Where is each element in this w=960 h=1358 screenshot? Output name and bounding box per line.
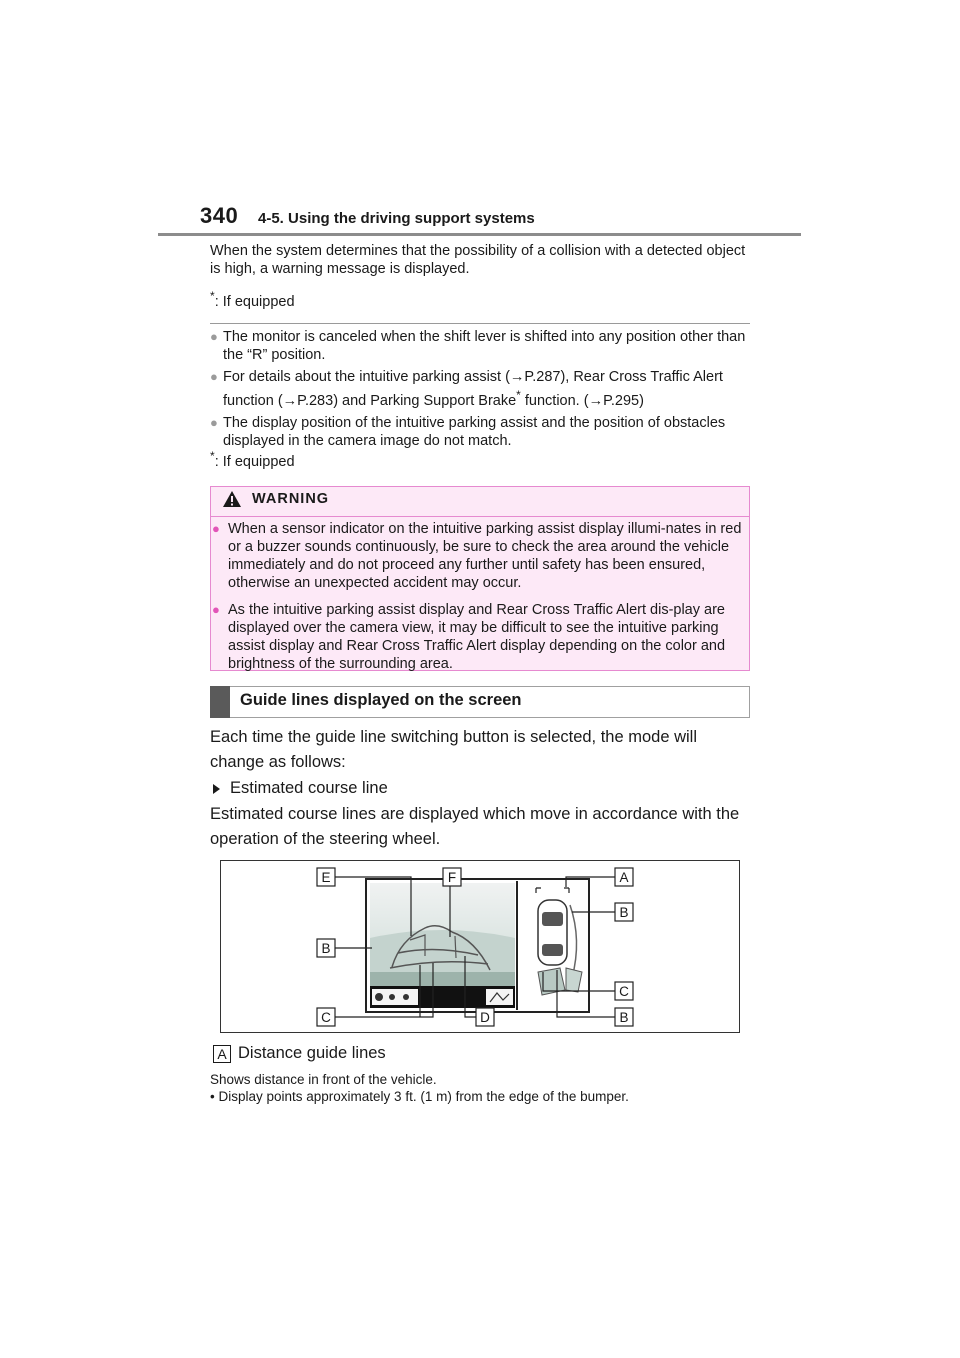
section-heading: Guide lines displayed on the screen [240, 691, 522, 709]
label-D: D [480, 1010, 490, 1025]
bullet-icon: ● [212, 521, 220, 536]
label-F: F [447, 870, 457, 885]
description-bullet: • Display points approximately 3 ft. (1 m) from the edge of the bumper. [210, 1089, 629, 1104]
triangle-bullet-icon [213, 784, 220, 794]
footnote-mark: * [210, 449, 215, 463]
footnote [210, 447, 295, 471]
warning-list [212, 520, 742, 682]
sensor-icon [375, 993, 383, 1001]
body-paragraph: Each time the guide line switching button is selected, the mode will change as follows: [210, 728, 698, 771]
section-heading-marker [210, 686, 230, 718]
item-a-heading [213, 1044, 386, 1063]
page-ref-link[interactable]: P.283 [297, 392, 334, 409]
sensor-icon [403, 994, 409, 1000]
item-tag: A [213, 1045, 231, 1063]
page-number: 340 [200, 203, 239, 228]
intro-text: When the system determines that the possibility of a collision with a detected object is high, a warning message is displayed. [210, 243, 746, 277]
bumper-area [370, 972, 515, 986]
warning-text: As the intuitive parking assist display and Rear Cross Traffic Alert dis-play are displayed over the camera view, it may be difficult to see the intuitive parking assist display and Rear Cross Traffic Alert display depending on the color and brightness of the surrounding area. [228, 602, 726, 672]
note-text: For details about the intuitive parking assist (→P.287), Rear Cross Traffic Alert function (→P.283) and Parking Support Brake* function. (→P.295) [223, 369, 723, 409]
footnote-mark: * [516, 388, 521, 402]
camera-display-figure [220, 860, 740, 1033]
label-B: B [619, 905, 629, 920]
arrow-icon: → [588, 392, 604, 409]
sensor-icon [389, 994, 395, 1000]
header-divider [158, 233, 801, 236]
label-E: E [321, 870, 331, 885]
bullet-icon: ● [210, 329, 218, 344]
label-B: B [321, 941, 331, 956]
page-ref-link[interactable]: P.287 [524, 369, 561, 385]
bullet-icon: ● [212, 602, 220, 617]
warning-divider [211, 516, 749, 517]
note-item [210, 368, 755, 410]
note-item [210, 328, 755, 364]
bullet-icon: ● [210, 414, 218, 430]
arrow-icon: → [509, 369, 525, 385]
footnote-text: : If equipped [214, 453, 295, 470]
note-text: The monitor is canceled when the shift lever is shifted into any position other than the “R” position. [223, 329, 746, 363]
view-toggle-button [486, 989, 513, 1005]
subheading [213, 776, 388, 801]
item-label: Distance guide lines [238, 1044, 386, 1062]
note-text: The display position of the intuitive parking assist and the position of obstacles displayed in the camera image do not match. [223, 414, 726, 449]
warning-header [222, 490, 329, 508]
subheading-text: Estimated course line [230, 779, 388, 797]
bullet-icon: ● [210, 369, 218, 384]
arrow-icon: → [282, 392, 298, 409]
footnote [210, 287, 295, 311]
warning-title: WARNING [252, 491, 330, 507]
figure-canvas [220, 860, 740, 1033]
notes-divider [210, 323, 750, 324]
section-header: 4-5. Using the driving support systems [258, 210, 535, 227]
warning-item [212, 520, 742, 592]
label-C: C [619, 984, 629, 999]
item-a-description [210, 1071, 755, 1105]
warning-text: When a sensor indicator on the intuitive parking assist display illumi-nates in red or a buzzer sounds continuously, be sure to check the area around the vehicle immediately and do not proceed any further until safety has been ensured, otherwise an unexpected accident may occur. [228, 521, 742, 591]
label-B: B [619, 1010, 629, 1025]
description-text: Shows distance in front of the vehicle. [210, 1072, 437, 1087]
page-ref-link[interactable]: P.295 [603, 392, 640, 409]
note-item [210, 414, 755, 450]
warning-item [212, 601, 742, 673]
label-A: A [619, 870, 629, 885]
notes-list [210, 328, 755, 454]
footnote-mark: * [210, 289, 215, 303]
body-paragraph: Estimated course lines are displayed which move in accordance with the operation of the steering wheel. [210, 805, 740, 848]
label-C: C [321, 1010, 331, 1025]
warning-triangle-icon [222, 490, 242, 508]
footnote-text: : If equipped [214, 293, 295, 310]
